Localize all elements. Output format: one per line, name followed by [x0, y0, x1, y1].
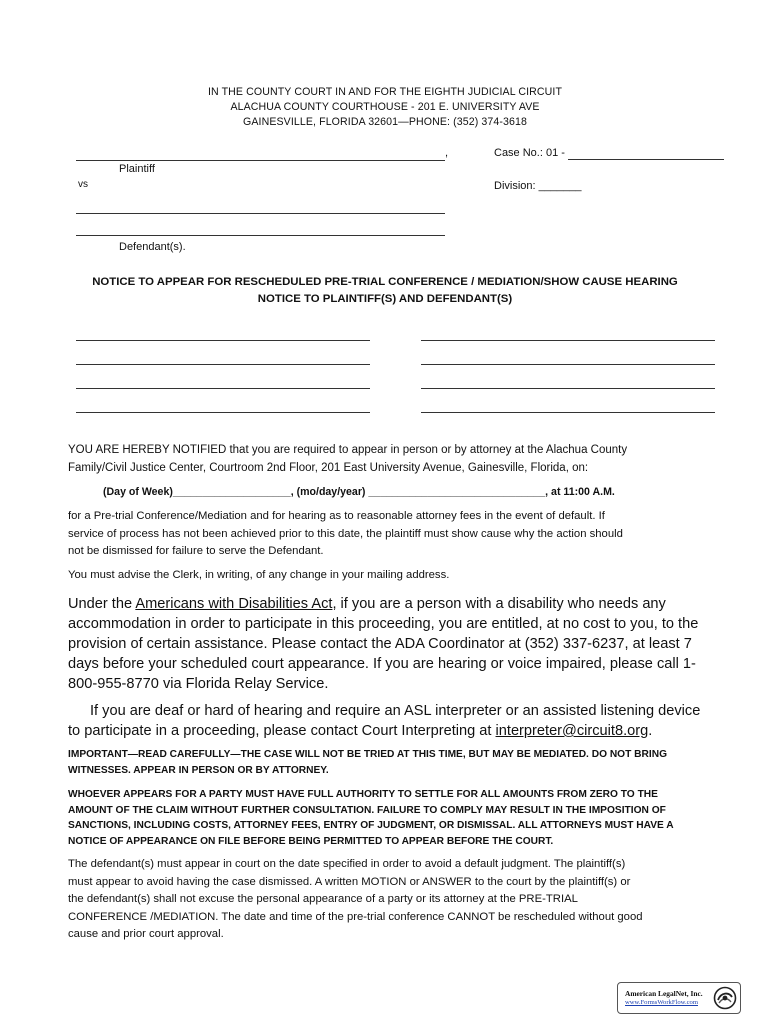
notice-subtitle: NOTICE TO PLAINTIFF(S) AND DEFENDANT(S) [257, 293, 513, 305]
authority-line-3: SANCTIONS, INCLUDING COSTS, ATTORNEY FEES, ENTRY OF JUDGMENT, OR DISMISSAL. ALL ATTORNEYS MUST HAVE A [68, 820, 674, 832]
legalnet-logo[interactable] [617, 982, 741, 1014]
logo-url-link[interactable]: www.FormsWorkFlow.com [625, 999, 698, 1006]
party-line-left-1[interactable] [76, 340, 370, 341]
ada-line-1-pre: Under the [68, 596, 136, 612]
important-line-2: WITNESSES. APPEAR IN PERSON OR BY ATTORNEY. [68, 764, 329, 776]
authority-line-2: AMOUNT OF THE CLAIM WITHOUT FURTHER CONSULTATION. FAILURE TO COMPLY MAY RESULT IN THE IMPOSITION OF [68, 804, 666, 816]
asl-line-2-post: . [648, 723, 653, 739]
ada-line-4: days before your scheduled court appearance. If you are hearing or voice impaired, please call 1- [68, 656, 696, 672]
final-line-2: must appear to avoid having the case dismissed. A written MOTION or ANSWER to the court by the plaintiff(s) or [68, 875, 631, 888]
party-line-left-2[interactable] [76, 364, 370, 365]
asl-line-2-pre: to participate in a proceeding, please contact Court Interpreting at [68, 723, 496, 739]
final-line-5: cause and prior court approval. [68, 928, 224, 941]
interpreter-email-link[interactable]: interpreter@circuit8.org [495, 723, 649, 739]
clerk-notice: You must advise the Clerk, in writing, of any change in your mailing address. [68, 569, 450, 581]
purpose-line-3: not be dismissed for failure to serve the Defendant. [68, 545, 324, 558]
party-line-left-4[interactable] [76, 412, 370, 413]
party-line-right-4[interactable] [421, 412, 715, 413]
authority-notice [68, 787, 708, 849]
authority-line-1: WHOEVER APPEARS FOR A PARTY MUST HAVE FULL AUTHORITY TO SETTLE FOR ALL AMOUNTS FROM ZERO TO THE [68, 789, 658, 800]
ada-line-2: accommodation in order to participate in this proceeding, you are entitled, at no cost to you, to the [68, 616, 699, 632]
asl-line-1: If you are deaf or hard of hearing and require an ASL interpreter or an assisted listening device [90, 703, 701, 719]
notice-paragraph [68, 442, 708, 477]
ada-line-3: provision of certain assistance. Please contact the ADA Coordinator at (352) 337-6237, at least 7 [68, 636, 692, 652]
notice-line-1: YOU ARE HEREBY NOTIFIED that you are required to appear in person or by attorney at the Alachua County [68, 444, 628, 456]
ada-line-1-post: , if you are a person with a disability who needs any [332, 596, 666, 612]
ada-link[interactable]: Americans with Disabilities Act [135, 596, 333, 612]
asl-paragraph [68, 701, 708, 741]
globe-swirl-icon [713, 986, 737, 1010]
party-line-right-1[interactable] [421, 340, 715, 341]
authority-line-4: NOTICE OF APPEARANCE ON FILE BEFORE BEING PERMITTED TO APPEAR BEFORE THE COURT. [68, 835, 554, 847]
court-header-line2: ALACHUA COUNTY COURTHOUSE - 201 E. UNIVERSITY AVE [230, 101, 540, 113]
important-notice [68, 747, 708, 778]
final-line-4: CONFERENCE /MEDIATION. The date and time of the pre-trial conference CANNOT be rescheduled without good [68, 910, 643, 923]
purpose-line-1: for a Pre-trial Conference/Mediation and for hearing as to reasonable attorney fees in the event of default. If [68, 510, 605, 522]
vs-label: vs [78, 179, 88, 190]
case-number-label: Case No.: 01 - [494, 147, 565, 159]
important-line-1: IMPORTANT—READ CAREFULLY—THE CASE WILL NOT BE TRIED AT THIS TIME, BUT MAY BE MEDIATED. DO NOT BRING [68, 749, 667, 760]
defendant-name-line-1[interactable] [76, 213, 445, 214]
notice-line-2: Family/Civil Justice Center, Courtroom 2nd Floor, 201 East University Avenue, Gainesville, Florida, on: [68, 461, 589, 474]
party-line-right-3[interactable] [421, 388, 715, 389]
final-line-1: The defendant(s) must appear in court on the date specified in order to avoid a default judgment. The plaintiff(s) [68, 858, 626, 870]
plaintiff-label: Plaintiff [119, 163, 155, 175]
plaintiff-comma: , [445, 147, 449, 159]
hearing-date-line[interactable]: (Day of Week)____________________, (mo/day/year) ______________________________, at 11:00 A.M. [103, 486, 615, 498]
ada-line-5: 800-955-8770 via Florida Relay Service. [68, 676, 329, 692]
purpose-paragraph [68, 508, 708, 561]
plaintiff-name-line[interactable] [76, 160, 445, 161]
notice-title: NOTICE TO APPEAR FOR RESCHEDULED PRE-TRIAL CONFERENCE / MEDIATION/SHOW CAUSE HEARING [92, 276, 678, 288]
final-paragraph [68, 856, 708, 944]
logo-company-name: American LegalNet, Inc. [625, 989, 703, 998]
defendants-label: Defendant(s). [119, 241, 186, 253]
final-line-3: the defendant(s) shall not excuse the personal appearance of a party or its attorney at the PRE-TRIAL [68, 893, 578, 906]
purpose-line-2: service of process has not been achieved prior to this date, the plaintiff must show cause why the action should [68, 527, 623, 540]
party-line-right-2[interactable] [421, 364, 715, 365]
court-header-line3: GAINESVILLE, FLORIDA 32601—PHONE: (352) 374-3618 [243, 116, 527, 128]
ada-paragraph [68, 594, 708, 694]
defendant-name-line-2[interactable] [76, 235, 445, 236]
case-number-field[interactable] [568, 159, 724, 160]
division-field[interactable]: Division: _______ [494, 180, 582, 192]
court-header-line1: IN THE COUNTY COURT IN AND FOR THE EIGHTH JUDICIAL CIRCUIT [207, 86, 563, 98]
party-line-left-3[interactable] [76, 388, 370, 389]
